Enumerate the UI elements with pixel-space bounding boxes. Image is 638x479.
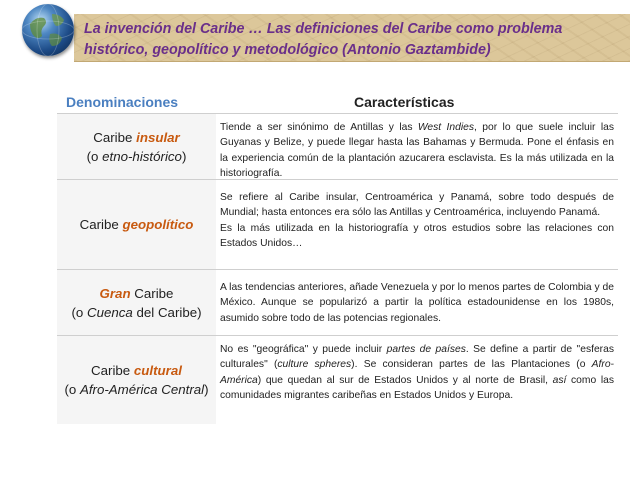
characteristics-text: Tiende a ser sinónimo de Antillas y las West Indies, por lo que suele incluir las Guyanas y Belize, y puede llegar hasta las Bahamas y Bermuda. Pone el énfasis en la experiencia común de la plantación azucarera esclavista. Es la más utilizada en la historiografía. (220, 122, 614, 179)
table-row (57, 335, 618, 424)
column-header-caracteristicas: Características (354, 94, 455, 110)
denomination-text: (o (71, 304, 87, 320)
characteristics-text: Se refiere al Caribe insular, Centroamérica y Panamá, sobre todo después de Mundial; hasta entonces era sólo las Antillas y Centroamérica, incluyendo Panamá. (220, 192, 614, 219)
denomination-highlight: geopolítico (122, 217, 194, 232)
denomination-italic: etno-histórico (102, 148, 182, 164)
denomination-cell (57, 114, 216, 179)
title-line-2: histórico, geopolítico y metodológico (Antonio Gaztambide) (84, 42, 491, 58)
denomination-highlight: cultural (133, 363, 182, 378)
denomination-text: ) (204, 382, 209, 397)
table-row (57, 113, 618, 179)
characteristics-text: Es la más utilizada en la historiografía y otros estudios sobre las relaciones con Estados Unidos… (220, 222, 614, 249)
denomination-text: Caribe (130, 285, 174, 301)
denomination-cell (57, 270, 216, 335)
table-row (57, 269, 618, 335)
denomination-italic: Cuenca (86, 304, 133, 320)
characteristics-cell (216, 114, 618, 179)
characteristics-cell (216, 336, 618, 424)
denomination-text: Caribe (79, 217, 123, 232)
denomination-cell (57, 336, 216, 424)
denomination-highlight: insular (136, 129, 180, 145)
title-line-1: La invención del Caribe … Las definiciones del Caribe como problema (84, 21, 563, 37)
characteristics-text: A las tendencias anteriores, añade Venezuela y por lo menos partes de Colombia y de México. Aunque se popularizó a partir la política estadounidense en los 1980s, asumido sobre todo de las potencias regionales. (220, 282, 614, 324)
characteristics-cell (216, 180, 618, 269)
denomination-text: Caribe (91, 363, 134, 378)
denomination-highlight: Gran (99, 285, 131, 301)
globe-icon (22, 4, 74, 56)
characteristics-text: No es "geográfica" y puede incluir partes de países. Se define a partir de "esferas culturales" (culture spheres). Se consideran partes de las Plantaciones (o Afro-América) que quedan al sur de Estados Unidos y al norte de Brasil, así como las comunidades migrantes caribeñas en Estados Unidos y Europa. (220, 344, 614, 401)
page-title (84, 19, 624, 61)
denomination-text: (o (64, 382, 80, 397)
denomination-text: ) (181, 148, 187, 164)
denomination-text: del Caribe) (132, 304, 202, 320)
denomination-italic: Afro-América Central (79, 382, 205, 397)
denomination-cell (57, 180, 216, 269)
denomination-text: Caribe (93, 129, 137, 145)
table-row (57, 179, 618, 269)
column-header-denominaciones: Denominaciones (66, 94, 179, 110)
definitions-table (57, 113, 618, 424)
characteristics-cell (216, 270, 618, 335)
denomination-text: (o (86, 148, 103, 164)
